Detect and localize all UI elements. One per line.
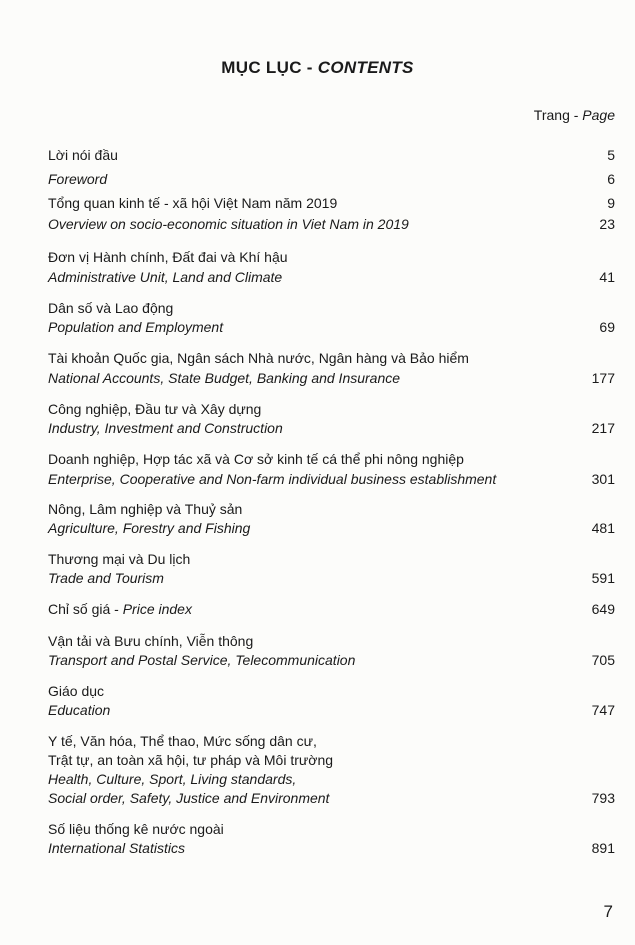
toc-line[interactable] [48, 317, 615, 337]
page-number: 7 [603, 902, 613, 921]
toc-text-vi: Tổng quan kinh tế - xã hội Việt Nam năm 2019 [48, 195, 338, 211]
toc-page: 69 [599, 319, 615, 335]
toc-line[interactable] [48, 418, 615, 438]
toc-line[interactable] [48, 568, 615, 588]
toc-text-en: Foreword [48, 171, 108, 187]
toc-page: 591 [591, 570, 615, 586]
toc-page: 705 [591, 652, 615, 668]
toc-text-en: International Statistics [48, 840, 185, 856]
toc-line[interactable] [48, 214, 615, 234]
toc-page: 649 [591, 601, 615, 617]
toc-line[interactable] [48, 838, 615, 858]
table-of-contents [48, 0, 615, 945]
toc-text-en: Transport and Postal Service, Telecommunication [48, 652, 356, 668]
toc-line[interactable] [48, 169, 615, 189]
toc-page: 301 [591, 471, 615, 487]
toc-text-vi: Nông, Lâm nghiệp và Thuỷ sản [48, 501, 243, 517]
toc-text-en: Price index [122, 601, 192, 617]
toc-line[interactable] [48, 399, 615, 419]
toc-line[interactable] [48, 700, 615, 720]
toc-line[interactable] [48, 599, 615, 619]
page-header-vi: Trang - [533, 107, 583, 123]
toc-line[interactable] [48, 469, 615, 489]
title-vi: MỤC LỤC - [221, 58, 318, 77]
toc-line[interactable] [48, 650, 615, 670]
toc-line[interactable] [48, 518, 615, 538]
toc-text-vi: Đơn vị Hành chính, Đất đai và Khí hậu [48, 249, 288, 265]
title-en: CONTENTS [317, 58, 414, 77]
toc-line[interactable] [48, 750, 615, 770]
toc-page: 9 [607, 195, 615, 211]
toc-text-vi: Trật tự, an toàn xã hội, tư pháp và Môi trường [48, 752, 334, 768]
toc-text-en: Enterprise, Cooperative and Non-farm individual business establishment [48, 471, 497, 487]
toc-text-vi: Công nghiệp, Đầu tư và Xây dựng [48, 401, 262, 417]
toc-line[interactable] [48, 449, 615, 469]
toc-text-en: National Accounts, State Budget, Banking and Insurance [48, 370, 401, 386]
page-header-en: Page [582, 107, 615, 123]
toc-line[interactable] [48, 681, 615, 701]
toc-text-vi: Giáo dục [48, 683, 105, 699]
toc-line[interactable] [48, 145, 615, 165]
toc-text-vi: Vận tải và Bưu chính, Viễn thông [48, 633, 254, 649]
toc-text-vi: Lời nói đầu [48, 147, 118, 163]
toc-text-en: Social order, Safety, Justice and Environment [48, 790, 330, 806]
toc-text-en: Trade and Tourism [48, 570, 164, 586]
toc-page: 41 [599, 269, 615, 285]
toc-line[interactable] [48, 298, 615, 318]
toc-page: 5 [607, 147, 615, 163]
toc-text-en: Agriculture, Forestry and Fishing [48, 520, 251, 536]
toc-line[interactable] [48, 267, 615, 287]
toc-text-mixed [48, 599, 192, 619]
toc-text-en: Population and Employment [48, 319, 224, 335]
toc-page: 217 [591, 420, 615, 436]
toc-page: 793 [591, 790, 615, 806]
toc-line[interactable] [48, 819, 615, 839]
toc-text-vi: Tài khoản Quốc gia, Ngân sách Nhà nước, Ngân hàng và Bảo hiểm [48, 350, 469, 366]
toc-line[interactable] [48, 731, 615, 751]
toc-text-vi: Y tế, Văn hóa, Thể thao, Mức sống dân cư, [48, 733, 317, 749]
toc-line[interactable] [48, 549, 615, 569]
toc-line[interactable] [48, 193, 615, 213]
toc-text-en: Health, Culture, Sport, Living standards, [48, 771, 297, 787]
toc-text-en: Administrative Unit, Land and Climate [48, 269, 283, 285]
toc-line[interactable] [48, 631, 615, 651]
toc-text-vi: Chỉ số giá - [48, 601, 123, 617]
toc-line[interactable] [48, 788, 615, 808]
toc-text-vi: Dân số và Lao động [48, 300, 174, 316]
toc-text-en: Industry, Investment and Construction [48, 420, 283, 436]
toc-text-en: Overview on socio-economic situation in Viet Nam in 2019 [48, 216, 409, 232]
toc-page: 747 [591, 702, 615, 718]
toc-page: 6 [607, 171, 615, 187]
toc-text-vi: Thương mại và Du lịch [48, 551, 191, 567]
toc-page: 891 [591, 840, 615, 856]
toc-line[interactable] [48, 499, 615, 519]
toc-line[interactable] [48, 368, 615, 388]
toc-page: 177 [591, 370, 615, 386]
toc-line[interactable] [48, 769, 615, 789]
toc-page: 481 [591, 520, 615, 536]
toc-line[interactable] [48, 348, 615, 368]
toc-text-vi: Doanh nghiệp, Hợp tác xã và Cơ sở kinh tế cá thể phi nông nghiệp [48, 451, 464, 467]
toc-text-en: Education [48, 702, 111, 718]
toc-line[interactable] [48, 247, 615, 267]
toc-page: 23 [599, 216, 615, 232]
toc-text-vi: Số liệu thống kê nước ngoài [48, 821, 224, 837]
